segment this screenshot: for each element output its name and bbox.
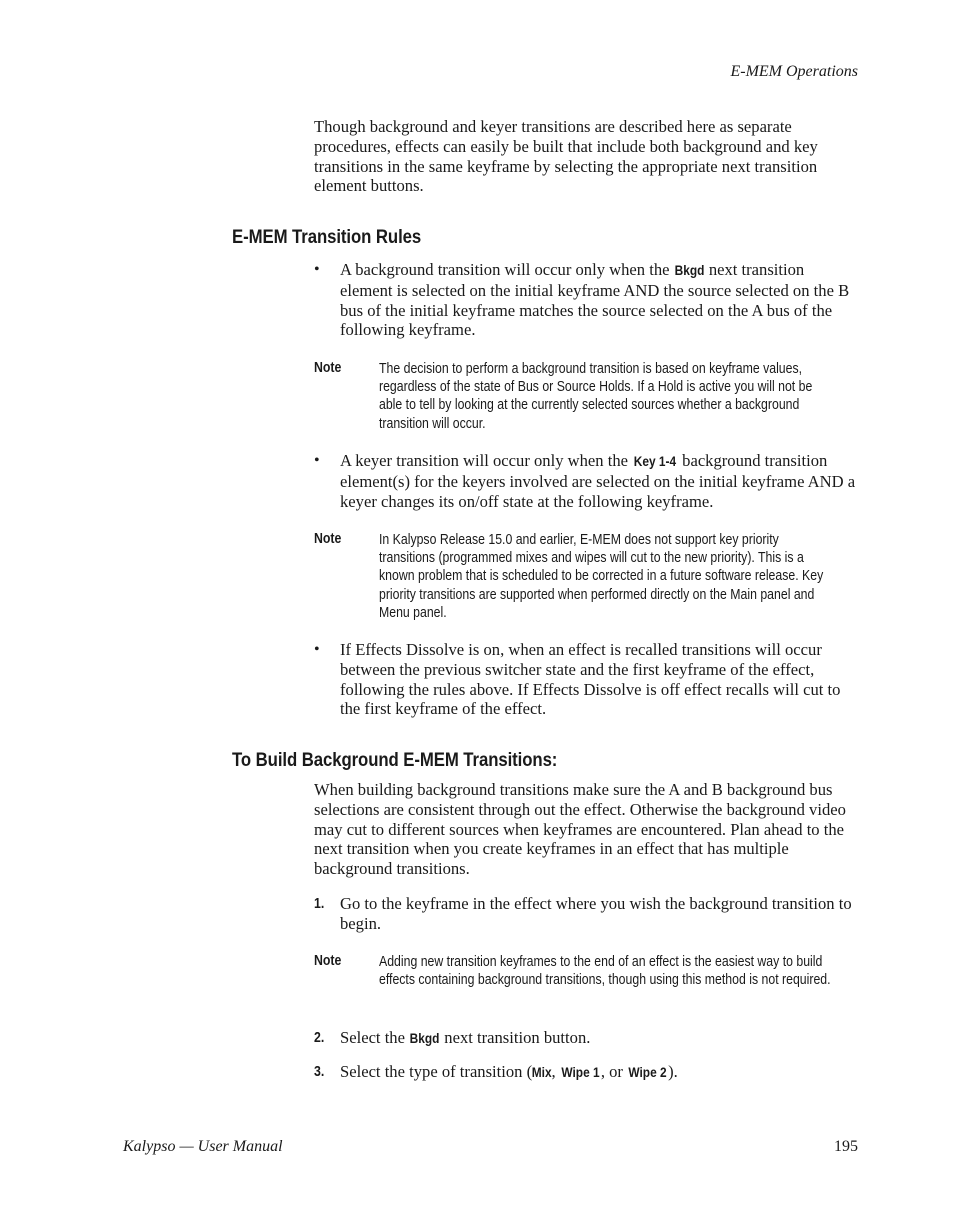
step-item <box>314 894 860 934</box>
bullet-marker: • <box>314 261 320 278</box>
footer-page-number: 195 <box>834 1138 858 1155</box>
bullet-marker: • <box>314 452 320 469</box>
ui-term-wipe-1: Wipe 1 <box>561 1064 600 1080</box>
list-item-text: If Effects Dissolve is on, when an effect is recalled transitions will occur between the previous switcher state and the first keyframe of the effect, following the rules above. If Effects Dissolve is off effect recalls will cut to the first keyframe of the effect. <box>340 640 841 719</box>
note-text: Adding new transition keyframes to the end of an effect is the easiest way to build effects containing background transitions, though using this method is not required. <box>379 954 831 989</box>
step-number: 3. <box>314 1064 325 1080</box>
footer-manual-title: Kalypso — User Manual <box>123 1138 283 1155</box>
bullet-marker: • <box>314 641 320 658</box>
note-label: Note <box>314 531 342 547</box>
section-intro-paragraph: When building background transitions make sure the A and B background bus selections are consistent through out the effect. Otherwise the background video may cut to different sources when keyframes are encountered. Plan ahead to the next transition when you create keyframes in an effect that has multiple background transitions. <box>314 780 846 879</box>
step-number: 2. <box>314 1030 325 1046</box>
section-heading-transition-rules: E-MEM Transition Rules <box>232 226 422 248</box>
step-text: Go to the keyframe in the effect where you wish the background transition to begin. <box>340 894 852 933</box>
step-item <box>314 1028 860 1049</box>
intro-paragraph: Though background and keyer transitions are described here as separate procedures, effects can easily be built that include both background and key transitions in the same keyframe by selecting the appropriate next transition element buttons. <box>314 117 818 196</box>
ui-term-bkgd: Bkgd <box>409 1030 440 1046</box>
step-number: 1. <box>314 896 325 912</box>
ui-term-bkgd: Bkgd <box>674 262 705 278</box>
list-item-text: A keyer transition will occur only when the Key 1-4 background transition element(s) for the keyers involved are selected on the initial keyframe AND a keyer changes its on/off state at the following keyframe. <box>340 451 856 511</box>
note-text: The decision to perform a background transition is based on keyframe values, regardless of the state of Bus or Source Holds. If a Hold is active you will not be able to tell by looking at the currently selected sources whether a background transition will occur. <box>379 361 813 432</box>
note-text: In Kalypso Release 15.0 and earlier, E-MEM does not support key priority transitions (programmed mixes and wipes will cut to the new priority). This is a known problem that is scheduled to be corrected in a future software release. Key priority transitions are supported when performed directly on the Main panel and Menu panel. <box>379 532 824 621</box>
list-item <box>314 451 860 511</box>
ui-term-mix: Mix <box>531 1064 552 1080</box>
note-label: Note <box>314 953 342 969</box>
section-heading-build-background: To Build Background E-MEM Transitions: <box>232 749 558 771</box>
ui-term-wipe-2: Wipe 2 <box>628 1064 667 1080</box>
step-text: Select the Bkgd next transition button. <box>340 1028 591 1047</box>
list-item-text: A background transition will occur only when the Bkgd next transition element is selected on the initial keyframe AND the source selected on the B bus of the initial keyframe matches the source selected on the A bus of the following keyframe. <box>340 260 850 340</box>
running-header: E-MEM Operations <box>730 63 858 80</box>
list-item <box>314 260 860 340</box>
list-item <box>314 640 860 719</box>
note-label: Note <box>314 360 342 376</box>
ui-term-key-1-4: Key 1-4 <box>633 453 677 469</box>
step-text: Select the type of transition (Mix, Wipe 1, or Wipe 2). <box>340 1062 678 1081</box>
step-item <box>314 1062 860 1083</box>
